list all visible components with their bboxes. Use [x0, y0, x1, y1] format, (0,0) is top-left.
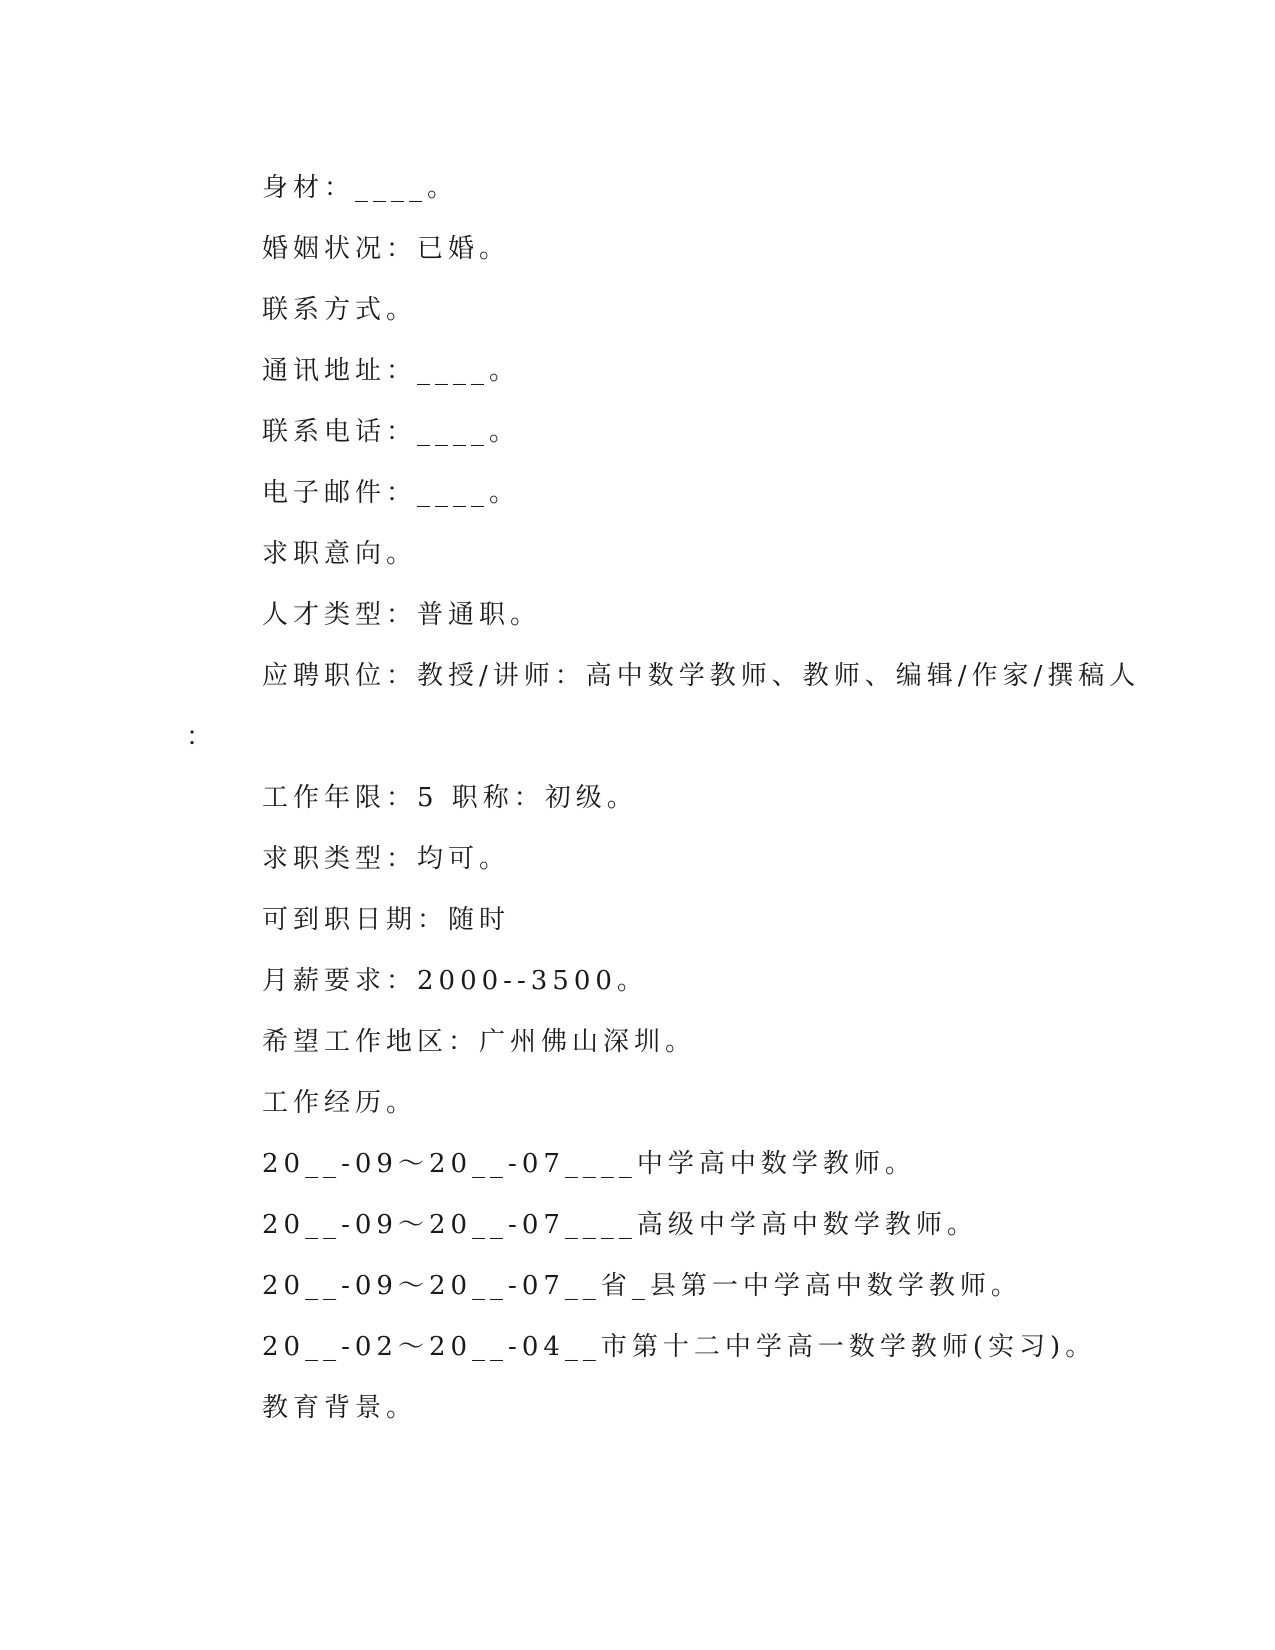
start-date-line: 可到职日期：随时: [262, 905, 511, 935]
marital-status-line: 婚姻状况：已婚。: [262, 234, 511, 264]
continuation-colon: ：: [186, 722, 218, 752]
experience-entry: 20__-09～20__-07__省_县第一中学高中数学教师。: [262, 1271, 1022, 1301]
work-experience-heading: 工作经历。: [262, 1088, 418, 1118]
education-heading: 教育背景。: [262, 1393, 418, 1423]
work-years-title-line: 工作年限：5 职称：初级。: [262, 783, 638, 813]
body-figure-line: 身材：____。: [262, 173, 459, 203]
experience-entry: 20__-02～20__-04__市第十二中学高一数学教师(实习)。: [262, 1332, 1097, 1362]
applied-position-line: 应聘职位：教授/讲师：高中数学教师、教师、编辑/作家/撰稿人: [262, 661, 1141, 691]
job-type-line: 求职类型：均可。: [262, 844, 511, 874]
experience-entry: 20__-09～20__-07____中学高中数学教师。: [262, 1149, 916, 1179]
address-line: 通讯地址：____。: [262, 356, 521, 386]
work-region-line: 希望工作地区：广州佛山深圳。: [262, 1027, 697, 1057]
job-intention-heading: 求职意向。: [262, 539, 418, 569]
phone-line: 联系电话：____。: [262, 417, 521, 447]
experience-entry: 20__-09～20__-07____高级中学高中数学教师。: [262, 1210, 978, 1240]
email-line: 电子邮件：____。: [262, 478, 521, 508]
contact-section-heading: 联系方式。: [262, 295, 418, 325]
salary-line: 月薪要求：2000--3500。: [262, 966, 648, 996]
talent-type-line: 人才类型：普通职。: [262, 600, 542, 630]
